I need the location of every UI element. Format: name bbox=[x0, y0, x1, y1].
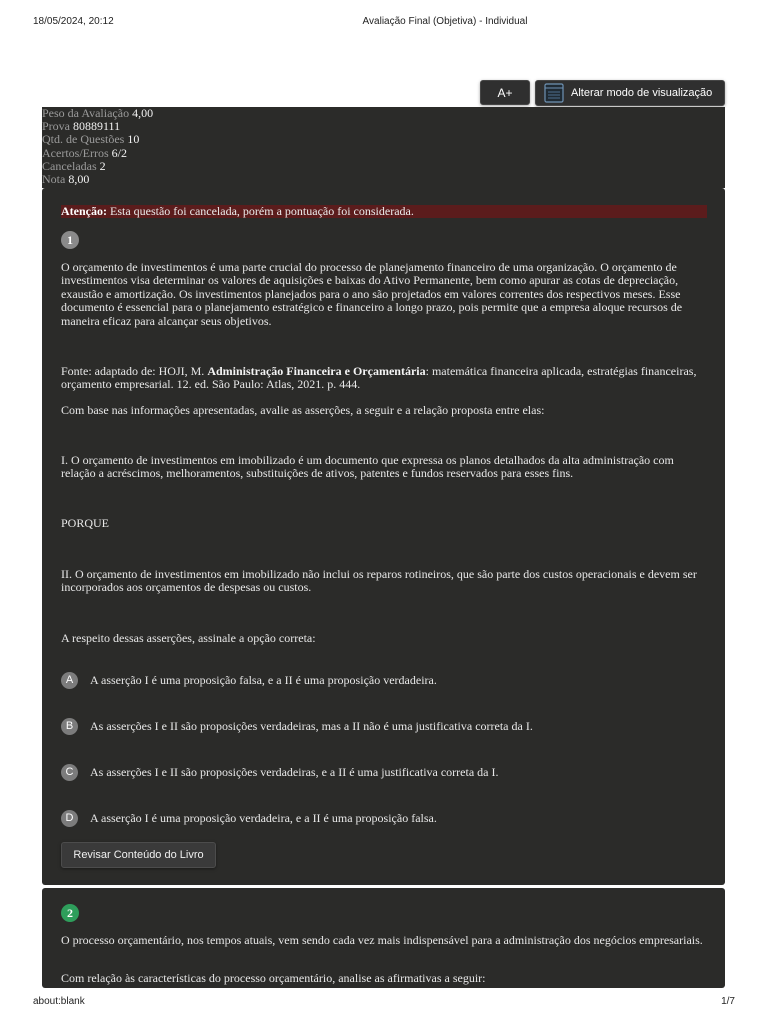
summary-value: 2 bbox=[99, 158, 106, 173]
option-letter-badge: C bbox=[61, 764, 78, 781]
summary-label: Prova bbox=[42, 119, 70, 134]
question-instruction: A respeito dessas asserções, assinale a opção correta: bbox=[61, 631, 316, 645]
option-d bbox=[61, 809, 437, 827]
review-book-content-button[interactable]: Revisar Conteúdo do Livro bbox=[61, 842, 216, 868]
layout-icon bbox=[544, 83, 564, 103]
question-number-badge: 1 bbox=[61, 231, 79, 249]
print-footer-url: about:blank bbox=[33, 996, 85, 1007]
source-title: Administração Financeira e Orçamentária bbox=[207, 364, 426, 378]
source-suffix: : matemática financeira aplicada, estratégias financeiras, orçamento empresarial. 12. ed. São Paulo: Atlas, 2021. p. 444. bbox=[61, 364, 697, 392]
source-prefix: Fonte: adaptado de: HOJI, M. bbox=[61, 364, 205, 378]
print-footer-page-number: 1/7 bbox=[721, 996, 735, 1007]
question-statement: O processo orçamentário, nos tempos atuais, vem sendo cada vez mais indispensável para a administração dos negócios empresariais. bbox=[61, 933, 703, 947]
option-text: As asserções I e II são proposições verdadeiras, mas a II não é uma justificativa correta da I. bbox=[90, 718, 533, 733]
question-prompt: Com base nas informações apresentadas, avalie as asserções, a seguir e a relação proposta entre elas: bbox=[61, 403, 545, 417]
summary-row-hits-misses bbox=[42, 147, 725, 160]
option-text: As asserções I e II são proposições verdadeiras, e a II é uma justificativa correta da I. bbox=[90, 764, 499, 779]
notice-text: Esta questão foi cancelada, porém a pontuação foi considerada. bbox=[109, 204, 414, 218]
option-c bbox=[61, 763, 499, 781]
summary-label: Nota bbox=[42, 172, 66, 187]
option-a bbox=[61, 671, 437, 689]
summary-value: 4,00 bbox=[132, 106, 154, 120]
option-b bbox=[61, 717, 533, 735]
notice-label: Atenção: bbox=[61, 204, 107, 218]
question-source bbox=[61, 365, 707, 392]
summary-row-grade bbox=[42, 173, 725, 186]
summary-row-weight bbox=[42, 107, 725, 120]
summary-value: 80889111 bbox=[73, 119, 121, 134]
print-header-title: Avaliação Final (Objetiva) - Individual bbox=[362, 16, 528, 27]
cancelled-notice bbox=[61, 205, 707, 218]
summary-row-question-count bbox=[42, 133, 725, 146]
change-view-mode-label: Alterar modo de visualização bbox=[571, 87, 713, 99]
assertion-1: I. O orçamento de investimentos em imobilizado é um documento que expressa os planos detalhados da alta administração com relação a acréscimos, melhoramentos, substituições de ativos, patentes e fundos reservados para esses fins. bbox=[61, 453, 674, 481]
option-text: A asserção I é uma proposição falsa, e a II é uma proposição verdadeira. bbox=[90, 672, 437, 687]
print-header-datetime: 18/05/2024, 20:12 bbox=[33, 16, 114, 27]
increase-font-button[interactable] bbox=[480, 80, 530, 105]
summary-value: 6/2 bbox=[111, 145, 127, 160]
summary-row-exam bbox=[42, 120, 725, 133]
option-letter-badge: A bbox=[61, 672, 78, 689]
option-letter-badge: B bbox=[61, 718, 78, 735]
question-card-1 bbox=[42, 188, 725, 885]
summary-row-cancelled bbox=[42, 160, 725, 173]
assertion-2: II. O orçamento de investimentos em imobilizado não inclui os reparos rotineiros, que são parte dos custos operacionais e devem ser incorporados aos orçamentos de despesas ou custos. bbox=[61, 567, 697, 595]
summary-label: Acertos/Erros bbox=[42, 145, 109, 160]
assertion-connector: PORQUE bbox=[61, 516, 110, 530]
option-text: A asserção I é uma proposição verdadeira, e a II é uma proposição falsa. bbox=[90, 810, 437, 825]
question-number-badge: 2 bbox=[61, 904, 79, 922]
increase-font-label: A+ bbox=[497, 85, 513, 100]
summary-label: Qtd. de Questões bbox=[42, 132, 125, 147]
question-prompt: Com relação às características do processo orçamentário, analise as afirmativas a seguir: bbox=[61, 971, 486, 985]
option-letter-badge: D bbox=[61, 810, 78, 827]
summary-label: Canceladas bbox=[42, 158, 97, 173]
summary-value: 8,00 bbox=[68, 172, 90, 187]
question-statement: O orçamento de investimentos é uma parte crucial do processo de planejamento financeiro de uma organização. O orçamento de investimentos visa determinar os valores de aquisições e baixas do Ativo Permanente, bem como apurar as cotas de depreciação, exaustão e amortização. Os investimentos planejados para o ano são projetados em valores correntes dos respectivos meses. Esse documento é essencial para o planejamento estratégico e financeiro a longo prazo, pois permite que a empresa aloque recursos de maneira eficaz para alcançar seus objetivos. bbox=[61, 260, 683, 328]
evaluation-summary bbox=[42, 107, 725, 188]
question-card-2 bbox=[42, 888, 725, 988]
change-view-mode-button[interactable] bbox=[535, 80, 725, 106]
summary-value: 10 bbox=[127, 132, 140, 147]
summary-label: Peso da Avaliação bbox=[42, 106, 130, 120]
